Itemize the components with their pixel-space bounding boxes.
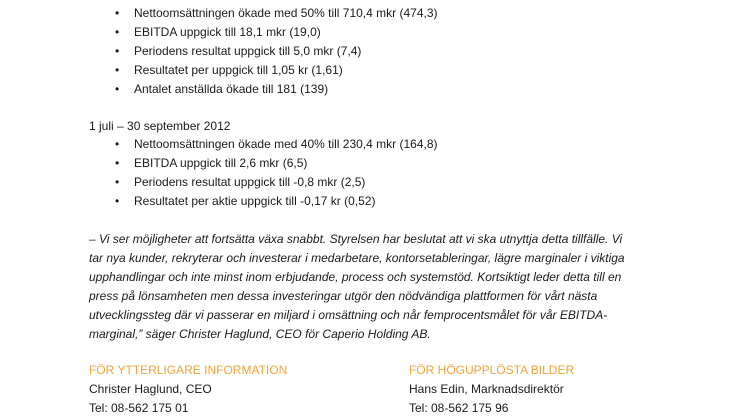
list-item: • Resultatet per uppgick till 1,05 kr (1,61) [115,63,343,77]
contact-right-phone: Tel: 08-562 175 96 [409,401,509,415]
period2-heading: 1 juli – 30 september 2012 [89,119,231,133]
quote-line: marginal,” säger Christer Haglund, CEO för Caperio Holding AB. [89,327,431,341]
contact-left-name: Christer Haglund, CEO [89,382,212,396]
list-item: • Antalet anställda ökade till 181 (139) [115,82,329,96]
quote-line: upphandlingar och inte minst inom erbjudande, process och systemstöd. Kortsiktigt leder detta till en [89,270,622,284]
quote-line: utvecklingssteg där vi passerar en miljard i omsättning och når femprocentsmålet för vår EBITDA- [89,308,608,322]
list-item: • EBITDA uppgick till 18,1 mkr (19,0) [115,25,321,39]
list-item: • Nettoomsättningen ökade med 50% till 710,4 mkr (474,3) [115,6,438,20]
list-item: • Periodens resultat uppgick till 5,0 mkr (7,4) [115,44,362,58]
contact-left-phone: Tel: 08-562 175 01 [89,401,189,415]
quote-line: tar nya kunder, rekryterar och investerar i medarbetare, kontorsetableringar, lägre marginaler i viktiga [89,251,625,265]
contact-left-heading: FÖR YTTERLIGARE INFORMATION [89,363,288,377]
period1-bullet-list [115,4,438,99]
contact-right-heading: FÖR HÖGUPPLÖSTA BILDER [409,363,575,377]
list-item: • Nettoomsättningen ökade med 40% till 230,4 mkr (164,8) [115,137,438,151]
list-item: • Resultatet per aktie uppgick till -0,17 kr (0,52) [115,194,376,208]
period2-bullet-list [115,135,438,211]
ceo-quote [89,230,679,344]
list-item: • Periodens resultat uppgick till -0,8 mkr (2,5) [115,175,366,189]
list-item: • EBITDA uppgick till 2,6 mkr (6,5) [115,156,308,170]
quote-line: – Vi ser möjligheter att fortsätta växa snabbt. Styrelsen har beslutat att vi ska utnyttja detta tillfälle. Vi [89,232,623,246]
contact-right-name: Hans Edin, Marknadsdirektör [409,382,564,396]
quote-line: press på lönsamheten men dessa investeringar utgör den nödvändiga plattformen för vårt nästa [89,289,598,303]
